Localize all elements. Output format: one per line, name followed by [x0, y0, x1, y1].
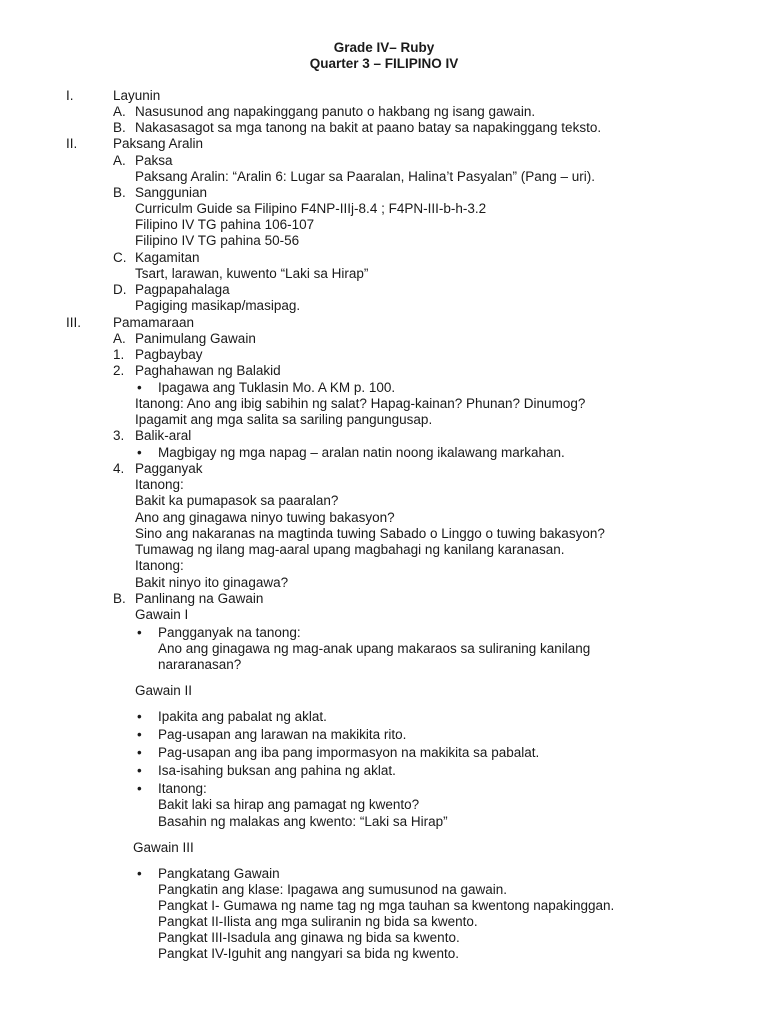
section2-b-mark: B. — [113, 185, 126, 200]
bullet-icon: • — [137, 625, 142, 640]
gawain2-bullet1: Ipakita ang pabalat ng aklat. — [158, 709, 327, 724]
gawain1-line3: nararanasan? — [158, 657, 242, 672]
section1-number: I. — [66, 88, 74, 103]
step4-mark: 4. — [113, 461, 125, 476]
section2-c-title: Kagamitan — [135, 250, 200, 265]
bullet-icon: • — [137, 709, 142, 724]
step3-mark: 3. — [113, 428, 125, 443]
section1-b-text: Nakasasagot sa mga tanong na bakit at paano batay sa napakinggang teksto. — [135, 120, 602, 135]
gawain3-line6: Pangkat IV-Iguhit ang nangyari sa bida ng kwento. — [158, 946, 459, 961]
section2-d-title: Pagpapahalaga — [135, 282, 230, 297]
gawain3-bullet: Pangkatang Gawain — [158, 866, 280, 881]
step3-bullet: Magbigay ng mga napag – aralan natin noong ikalawang markahan. — [158, 445, 565, 460]
section3-title: Pamamaraan — [113, 315, 195, 330]
gawain2-bullet2: Pag-usapan ang larawan na makikita rito. — [158, 727, 407, 742]
section3-b-title: Panlinang na Gawain — [135, 591, 264, 606]
section1-b-mark: B. — [113, 120, 126, 135]
gawain3-title: Gawain III — [133, 840, 194, 855]
section3-b-mark: B. — [113, 591, 126, 606]
step1-mark: 1. — [113, 347, 125, 362]
gawain2-bullet3: Pag-usapan ang iba pang impormasyon na makikita sa pabalat. — [158, 745, 540, 760]
gawain3-line2: Pangkatin ang klase: Ipagawa ang sumusunod na gawain. — [158, 882, 507, 897]
gawain3-line5: Pangkat III-Isadula ang ginawa ng bida sa kwento. — [158, 930, 460, 945]
step4-line5: Tumawag ng ilang mag-aaral upang magbahagi ng kanilang karanasan. — [135, 542, 565, 557]
bullet-icon: • — [137, 763, 142, 778]
gawain2-bullet5-line3: Basahin ng malakas ang kwento: “Laki sa Hirap” — [158, 814, 448, 829]
section2-b-line3: Filipino IV TG pahina 50-56 — [135, 233, 300, 248]
step2-bullet: Ipagawa ang Tuklasin Mo. A KM p. 100. — [158, 380, 396, 395]
section2-b-line1: Curriculm Guide sa Filipino F4NP-IIIj-8.4 ; F4PN-III-b-h-3.2 — [135, 201, 487, 216]
header-grade: Grade IV– Ruby — [333, 40, 435, 55]
section2-c-mark: C. — [113, 250, 127, 265]
gawain1-bullet: Pangganyak na tanong: — [158, 625, 301, 640]
step4-line1: Itanong: — [135, 477, 184, 492]
section2-c-text: Tsart, larawan, kuwento “Laki sa Hirap” — [135, 266, 369, 281]
gawain2-bullet5: Itanong: — [158, 781, 207, 796]
section1-a-text: Nasusunod ang napakinggang panuto o hakbang ng isang gawain. — [135, 104, 536, 119]
bullet-icon: • — [137, 866, 142, 881]
bullet-icon: • — [137, 445, 142, 460]
section2-a-title: Paksa — [135, 153, 173, 168]
section1-a-mark: A. — [113, 104, 126, 119]
step2-mark: 2. — [113, 363, 125, 378]
bullet-icon: • — [137, 781, 142, 796]
section2-b-line2: Filipino IV TG pahina 106-107 — [135, 217, 315, 232]
step2-line1: Itanong: Ano ang ibig sabihin ng salat? Hapag-kainan? Phunan? Dinumog? — [135, 396, 586, 411]
step4-line6: Itanong: — [135, 558, 184, 573]
section3-number: III. — [66, 315, 82, 330]
step2-line2: Ipagamit ang mga salita sa sariling pangungusap. — [135, 412, 433, 427]
section2-title: Paksang Aralin — [113, 136, 204, 151]
step4-line2: Bakit ka pumapasok sa paaralan? — [135, 493, 339, 508]
step3-title: Balik-aral — [135, 428, 192, 443]
gawain3-line3: Pangkat I- Gumawa ng name tag ng mga tauhan sa kwentong napakinggan. — [158, 898, 615, 913]
section2-d-mark: D. — [113, 282, 127, 297]
section3-a-title: Panimulang Gawain — [135, 331, 256, 346]
step4-line3: Ano ang ginagawa ninyo tuwing bakasyon? — [135, 510, 395, 525]
step4-title: Pagganyak — [135, 461, 203, 476]
section3-a-mark: A. — [113, 331, 126, 346]
section1-title: Layunin — [113, 88, 161, 103]
section2-d-text: Pagiging masikap/masipag. — [135, 298, 301, 313]
gawain1-title: Gawain I — [135, 607, 189, 622]
gawain2-bullet5-line2: Bakit laki sa hirap ang pamagat ng kwento? — [158, 797, 420, 812]
gawain2-bullet4: Isa-isahing buksan ang pahina ng aklat. — [158, 763, 396, 778]
section2-number: II. — [66, 136, 78, 151]
gawain3-line4: Pangkat II-Ilista ang mga suliranin ng bida sa kwento. — [158, 914, 478, 929]
section2-a-mark: A. — [113, 153, 126, 168]
step2-title: Paghahawan ng Balakid — [135, 363, 281, 378]
gawain2-title: Gawain II — [135, 683, 193, 698]
section2-a-text: Paksang Aralin: “Aralin 6: Lugar sa Paaralan, Halina’t Pasyalan” (Pang – uri). — [135, 169, 595, 184]
bullet-icon: • — [137, 727, 142, 742]
step4-line7: Bakit ninyo ito ginagawa? — [135, 575, 289, 590]
section2-b-title: Sanggunian — [135, 185, 208, 200]
bullet-icon: • — [137, 380, 142, 395]
step1-title: Pagbaybay — [135, 347, 203, 362]
gawain1-line2: Ano ang ginagawa ng mag-anak upang makaraos sa suliraning kanilang — [158, 641, 591, 656]
bullet-icon: • — [137, 745, 142, 760]
header-quarter: Quarter 3 – FILIPINO IV — [309, 56, 459, 71]
step4-line4: Sino ang nakaranas na magtinda tuwing Sabado o Linggo o tuwing bakasyon? — [135, 526, 605, 541]
